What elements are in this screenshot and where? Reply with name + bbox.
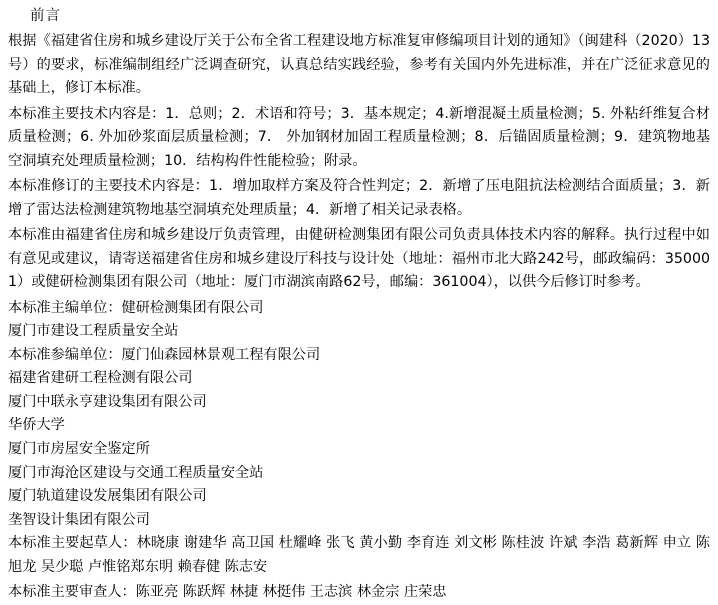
list-item: 福建省建研工程检测有限公司 <box>8 370 193 387</box>
participating-units-list <box>8 297 710 533</box>
paragraph-administration: 本标准由福建省住房和城乡建设厅负责管理，由健研检测集团有限公司负责具体技术内容的解释。执行过程中如有意见或建议，请寄送福建省住房和城乡建设厅科技与设计处（地址：福州市北大路242号，邮政编码：350001）或健研检测集团有限公司（地址：厦门市湖滨南路62号，邮编：361004），以供今后修订时参考。 <box>8 227 710 290</box>
list-item: 厦门轨道建设发展集团有限公司 <box>8 488 207 505</box>
list-item: 厦门市建设工程质量安全站 <box>8 323 179 340</box>
list-item: 厦门中联永亨建设集团有限公司 <box>8 393 207 410</box>
paragraph-reviewers: 本标准主要审查人：陈亚亮 陈跃辉 林捷 林挺伟 王志滨 林金宗 庄荣忠 <box>8 584 447 601</box>
list-item: 垄智设计集团有限公司 <box>8 511 150 528</box>
list-item: 华侨大学 <box>8 417 65 434</box>
list-item: 本标准主编单位：健研检测集团有限公司 <box>8 299 264 316</box>
list-item: 厦门市房屋安全鉴定所 <box>8 441 150 458</box>
list-item: 本标准参编单位：厦门仙森园林景观工程有限公司 <box>8 346 321 363</box>
paragraph-drafters: 本标准主要起草人：林晓康 谢建华 高卫国 杜耀峰 张飞 黄小勤 李育连 刘文彬 陈桂波 许斌 李浩 葛新辉 申立 陈旭龙 吴少聪 卢惟铭郑东明 赖春健 陈志安 <box>8 535 710 575</box>
page-title: 前言 <box>30 8 61 24</box>
list-item: 厦门市海沧区建设与交通工程质量安全站 <box>8 464 264 481</box>
paragraph-main-content: 本标准主要技术内容是：1．总则；2．术语和符号；3．基本规定；4.新增混凝土质量检测；5. 外粘纤维复合材质量检测；6. 外加砂浆面层质量检测；7． 外加钢材加固工程质量检测；8．后锚固质量检测；9．建筑物地基空洞填充处理质量检测；10．结构构件性能检验；附录。 <box>8 105 710 169</box>
paragraph-revision-content: 本标准修订的主要技术内容是：1．增加取样方案及符合性判定；2．新增了压电阻抗法检测结合面质量；3．新增了雷达法检测建筑物地基空洞填充处理质量；4．新增了相关记录表格。 <box>8 178 710 218</box>
heading-row <box>8 6 710 26</box>
paragraph-scope: 根据《福建省住房和城乡建设厅关于公布全省工程建设地方标准复审修编项目计划的通知》（闽建科（2020）13号）的要求，标准编制组经广泛调查研究，认真总结实践经验，参考有关国内外先进标准，并在广泛征求意见的基础上，修订本标准。 <box>8 33 710 96</box>
